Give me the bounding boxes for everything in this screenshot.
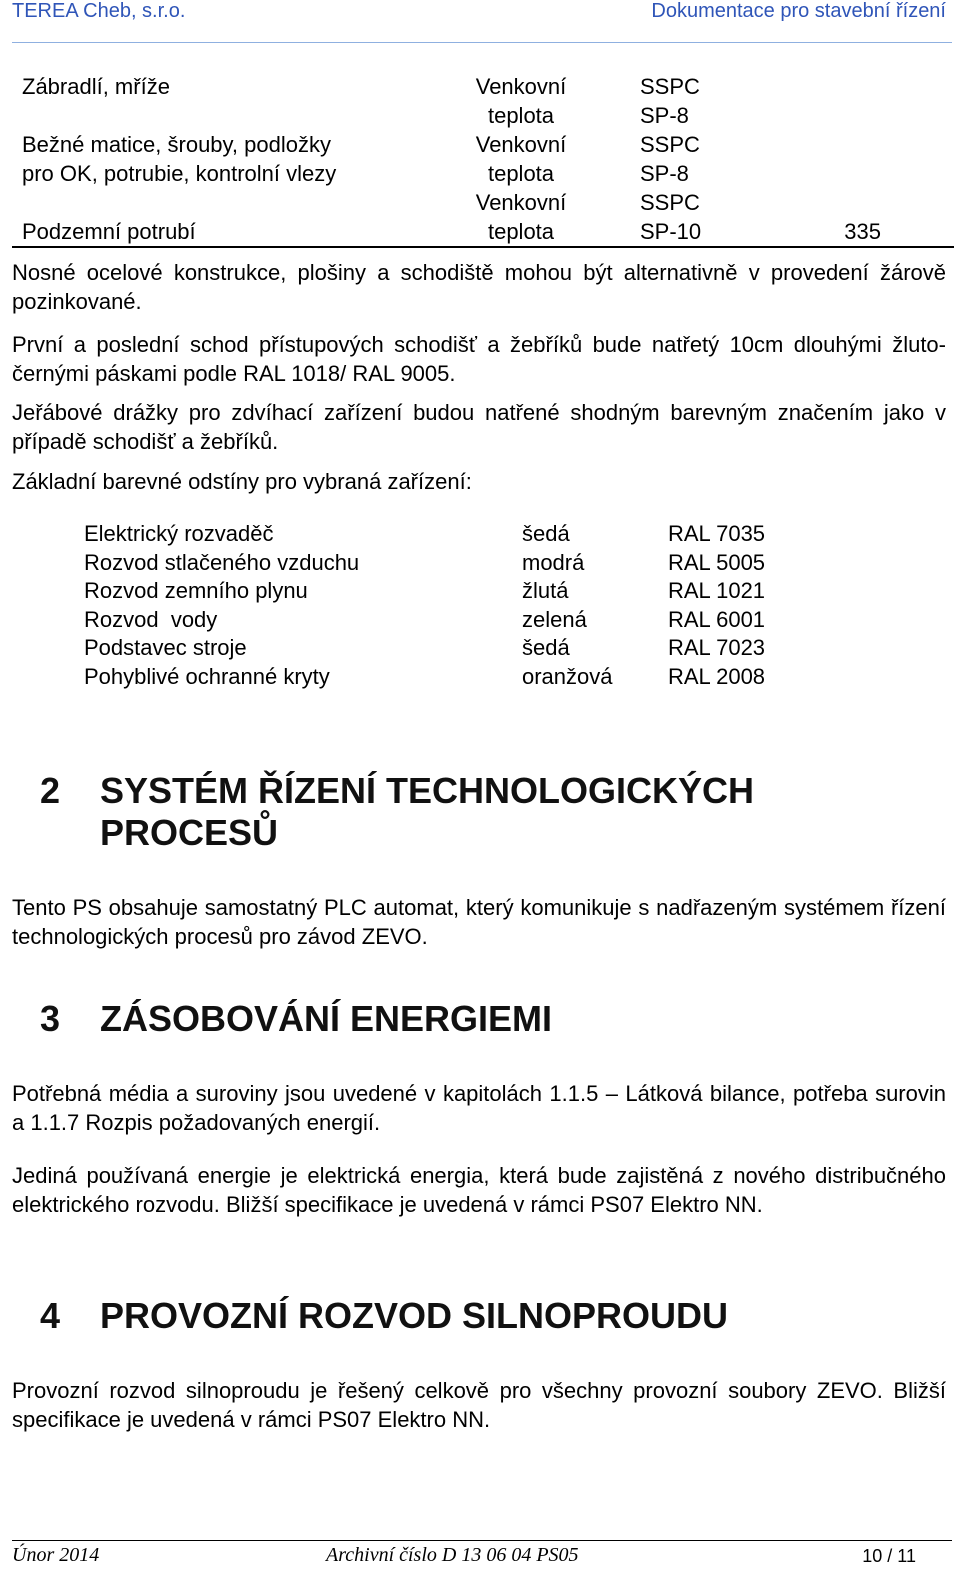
table-cell-environment: [436, 188, 606, 246]
section-heading: [40, 1295, 820, 1337]
document-type: Dokumentace pro stavební řízení: [651, 0, 946, 22]
color-name: oranžová: [522, 663, 613, 689]
page-header: [0, 0, 960, 44]
section-number: 2: [40, 770, 61, 811]
section-title: SYSTÉM ŘÍZENÍ TECHNOLOGICKÝCH PROCESŮ: [100, 770, 755, 853]
section-number: 3: [40, 998, 61, 1039]
list-item: [84, 577, 808, 606]
color-name: šedá: [522, 521, 570, 546]
paragraph-crane-rails: Jeřábové drážky pro zdvíhací zařízení budou natřené shodným barevným značením jako v případě schodišť a žebříků.: [12, 400, 946, 454]
company-name: TEREA Cheb, s.r.o.: [12, 0, 186, 22]
list-item: [84, 634, 808, 663]
list-item: [84, 663, 808, 692]
table-row: [12, 130, 954, 188]
paragraph-galvanized: Nosné ocelové konstrukce, plošiny a schodiště mohou být alternativně v provedení žárově pozinkované.: [12, 260, 946, 314]
page-number: 10 / 11: [862, 1546, 916, 1566]
table-cell-spec: [606, 188, 771, 246]
section-paragraph: Provozní rozvod silnoproudu je řešený celkově pro všechny provozní soubory ZEVO. Bližší specifikace je uvedená v rámci PS07 Elektro NN.: [12, 1378, 946, 1432]
equipment-name: Elektrický rozvaděč: [84, 521, 274, 546]
item-line: pro OK, potrubie, kontrolní vlezy: [22, 161, 337, 186]
table-cell-item: [12, 130, 436, 188]
table-cell-value: [771, 130, 881, 188]
list-item: [84, 606, 808, 635]
section-paragraph: Tento PS obsahuje samostatný PLC automat, který komunikuje s nadřazeným systémem řízení technologických procesů pro závod ZEVO.: [12, 895, 946, 949]
env-line: Venkovní: [475, 132, 567, 157]
paragraph-colors-intro: Základní barevné odstíny pro vybraná zařízení:: [12, 469, 472, 494]
footer-date: Únor 2014: [12, 1544, 100, 1566]
table-cell-item: Podzemní potrubí: [22, 219, 196, 244]
color-name: žlutá: [522, 578, 569, 604]
section-title: ZÁSOBOVÁNÍ ENERGIEMI: [100, 998, 553, 1039]
color-list: [84, 520, 808, 692]
env-line: teplota: [487, 161, 555, 186]
ral-code: RAL 5005: [668, 549, 766, 575]
ral-code: RAL 2008: [668, 663, 766, 689]
table-cell-environment: [436, 130, 606, 188]
item-line: Bežné matice, šrouby, podložky: [22, 132, 331, 157]
footer-archive-number: Archivní číslo D 13 06 04 PS05: [326, 1544, 579, 1566]
coating-table: [12, 72, 954, 248]
section-paragraph: Jediná používaná energie je elektrická energia, která bude zajistěná z nového distribučného elektrického rozvodu. Bližší specifikace je uvedená v rámci PS07 Elektro NN.: [12, 1163, 946, 1217]
spec-line: SP-8: [640, 103, 689, 128]
spec-line: SSPC: [640, 74, 700, 99]
table-cell-value: 335: [844, 219, 881, 244]
ral-code: RAL 1021: [668, 578, 766, 604]
ral-code: RAL 7035: [668, 521, 766, 546]
ral-code: RAL 7023: [668, 635, 766, 661]
list-item: [84, 549, 808, 578]
section-heading: [40, 998, 820, 1040]
ral-code: RAL 6001: [668, 606, 766, 632]
table-row: [12, 72, 954, 130]
env-line: teplota: [487, 103, 555, 128]
section-title: PROVOZNÍ ROZVOD SILNOPROUDU: [100, 1295, 729, 1336]
table-cell-item: Zábradlí, mříže: [22, 74, 170, 99]
spec-line: SP-10: [640, 219, 702, 244]
env-line: Venkovní: [475, 190, 567, 215]
equipment-name: Podstavec stroje: [84, 635, 247, 661]
spec-line: SSPC: [640, 190, 700, 215]
equipment-name: Pohyblivé ochranné kryty: [84, 663, 330, 689]
equipment-name: Rozvod zemního plynu: [84, 578, 308, 604]
footer-rule: [12, 1540, 952, 1541]
paragraph-stairs: První a poslední schod přístupových schodišť a žebříků bude natřetý 10cm dlouhými žluto-černými páskami podle RAL 1018/ RAL 9005.: [12, 332, 946, 386]
header-rule: [12, 42, 952, 43]
env-line: Venkovní: [475, 74, 567, 99]
equipment-name: Rozvod vody: [84, 606, 218, 632]
table-cell-spec: [606, 72, 771, 130]
spec-line: SSPC: [640, 132, 700, 157]
color-name: modrá: [522, 549, 585, 575]
table-cell-spec: [606, 130, 771, 188]
color-name: šedá: [522, 635, 570, 661]
env-line: teplota: [487, 219, 555, 244]
table-cell-value: [771, 72, 881, 130]
table-row: [12, 188, 954, 246]
section-paragraph: Potřebná média a suroviny jsou uvedené v kapitolách 1.1.5 – Látková bilance, potřeba surovin a 1.1.7 Rozpis požadovaných energií.: [12, 1081, 946, 1135]
section-heading: [40, 770, 820, 854]
list-item: [84, 520, 808, 549]
table-cell-environment: [436, 72, 606, 130]
section-number: 4: [40, 1295, 61, 1336]
equipment-name: Rozvod stlačeného vzduchu: [84, 549, 360, 575]
color-name: zelená: [522, 606, 587, 632]
spec-line: SP-8: [640, 161, 689, 186]
